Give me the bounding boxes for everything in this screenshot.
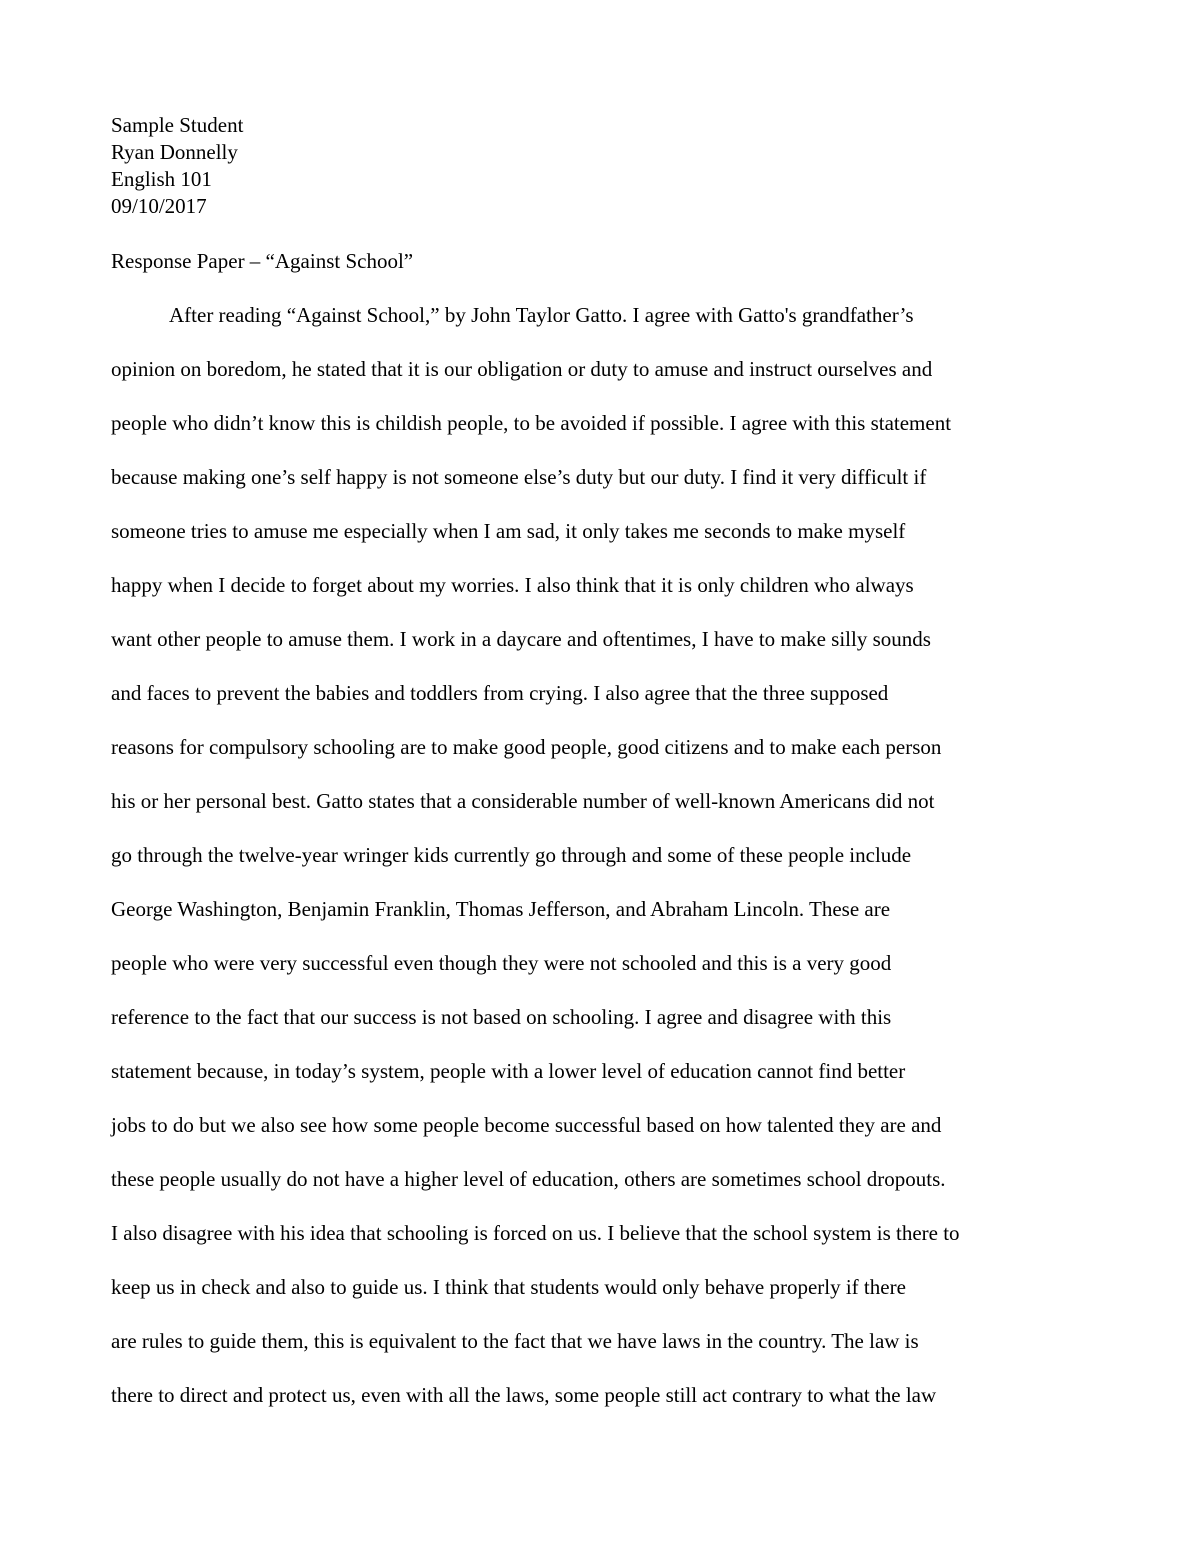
- instructor-name: Ryan Donnelly: [111, 140, 238, 164]
- body-paragraph: [111, 302, 1071, 1436]
- body-line: opinion on boredom, he stated that it is our obligation or duty to amuse and instruct ourselves and: [111, 357, 933, 381]
- body-line: and faces to prevent the babies and toddlers from crying. I also agree that the three supposed: [111, 681, 889, 705]
- body-line: want other people to amuse them. I work in a daycare and oftentimes, I have to make silly sounds: [111, 627, 931, 651]
- body-line: reasons for compulsory schooling are to make good people, good citizens and to make each person: [111, 735, 942, 759]
- body-line: his or her personal best. Gatto states that a considerable number of well-known Americans did not: [111, 789, 935, 813]
- body-line: jobs to do but we also see how some people become successful based on how talented they are and: [111, 1113, 942, 1137]
- body-line: are rules to guide them, this is equivalent to the fact that we have laws in the country. The law is: [111, 1329, 919, 1353]
- body-line: statement because, in today’s system, people with a lower level of education cannot find better: [111, 1059, 906, 1083]
- body-line: happy when I decide to forget about my worries. I also think that it is only children who always: [111, 573, 914, 597]
- body-line: people who were very successful even though they were not schooled and this is a very good: [111, 951, 892, 975]
- document-header: [111, 112, 1071, 220]
- body-line: because making one’s self happy is not someone else’s duty but our duty. I find it very difficult if: [111, 465, 927, 489]
- course-name: English 101: [111, 167, 212, 191]
- body-line: someone tries to amuse me especially when I am sad, it only takes me seconds to make myself: [111, 519, 906, 543]
- student-name: Sample Student: [111, 113, 244, 137]
- body-line: people who didn’t know this is childish people, to be avoided if possible. I agree with this statement: [111, 411, 952, 435]
- body-line: I also disagree with his idea that schooling is forced on us. I believe that the school system is there to: [111, 1221, 960, 1245]
- body-line: keep us in check and also to guide us. I think that students would only behave properly if there: [111, 1275, 906, 1299]
- body-line: George Washington, Benjamin Franklin, Thomas Jefferson, and Abraham Lincoln. These are: [111, 897, 891, 921]
- body-line: After reading “Against School,” by John Taylor Gatto. I agree with Gatto's grandfather’s: [169, 303, 914, 327]
- body-line: these people usually do not have a higher level of education, others are sometimes school dropouts.: [111, 1167, 946, 1191]
- body-line: go through the twelve-year wringer kids currently go through and some of these people include: [111, 843, 912, 867]
- body-line: there to direct and protect us, even with all the laws, some people still act contrary to what the law: [111, 1383, 937, 1407]
- paper-title: Response Paper – “Against School”: [111, 249, 414, 273]
- document-date: 09/10/2017: [111, 194, 207, 218]
- body-line: reference to the fact that our success is not based on schooling. I agree and disagree with this: [111, 1005, 892, 1029]
